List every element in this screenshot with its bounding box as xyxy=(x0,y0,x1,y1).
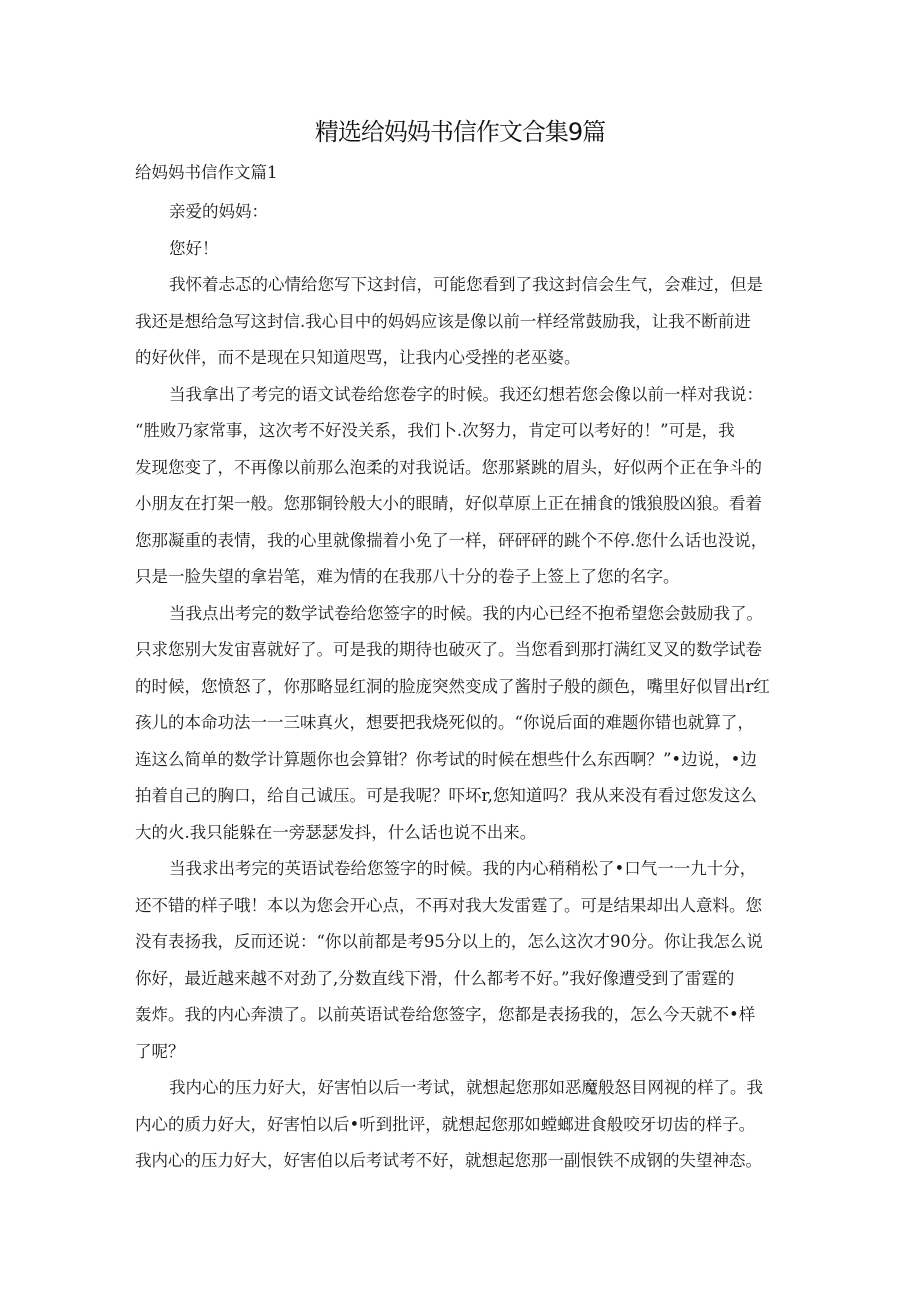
text-line: 内心的质力好大，好害怕以后•听到批评，就想起您那如螳螂进食般咬牙切齿的样子。 xyxy=(135,1114,756,1134)
section-heading: 给妈妈书信作文篇1 xyxy=(135,163,278,182)
text-line: “胜败乃家常事，这次考不好没关系，我们卜.次努力，肯定可以考好的！”可是，我 xyxy=(135,421,735,440)
text-line: 发现您变了，不再像以前那么泡柔的对我说话。您那紧跳的眉头，好似两个正在争斗的 xyxy=(135,457,762,477)
text-line: 我内心的压力好大，好害怕以后一考试，就想起您那如恶魔般怒目网视的样了。我 xyxy=(169,1078,763,1097)
letter-body xyxy=(135,194,785,1180)
text-line: 连这么简单的数学计算题你也会算钳？你考试的时候在想些什么东西啊？”•边说，•边 xyxy=(135,749,757,769)
text-line: 您好！ xyxy=(169,238,219,258)
text-line: 亲爱的妈妈： xyxy=(169,202,268,221)
text-line: 只求您别大发宙喜就好了。可是我的期待也破灭了。当您看到那打满红叉叉的数学试卷 xyxy=(135,640,762,659)
document-title: 精选给妈妈书信作文合集9篇 xyxy=(314,118,606,146)
text-line: 小朋友在打架一般。您那铜铃般大小的眼睛，好似草原上正在捕食的饿狼股凶狼。看着 xyxy=(135,494,762,513)
text-line: 我内心的压力好大，好害伯以后考试考不好，就想起您那一副恨铁不成钢的失望神态。 xyxy=(135,1151,762,1170)
text-line: 了呢？ xyxy=(135,1041,185,1061)
text-line: 还不错的样子哦！本以为您会开心点，不再对我大发雷霆了。可是结果却出人意料。您 xyxy=(135,895,762,915)
text-line: 的好伙伴，而不是现在只知道咫骂，让我内心受挫的老巫婆。 xyxy=(135,348,581,367)
text-line: 只是一脸失望的拿岩笔，难为情的在我那八十分的卷子上签上了您的名字。 xyxy=(135,567,680,586)
text-line: 当我拿出了考完的语文试卷给您卷字的时候。我还幻想若您会像以前一样对我说： xyxy=(169,384,763,404)
text-line: 的时候，您愤怒了，你那略显红洞的脸庞突然变成了酱肘子般的颜色，嘴里好似冒出r红 xyxy=(135,676,770,696)
text-line: 我还是想给急写这封信.我心目中的妈妈应该是像以前一样经常鼓励我，让我不断前进 xyxy=(135,311,751,331)
text-line: 当我求出考完的英语试卷给您签字的时候。我的内心稍稍松了•口气一一九十分， xyxy=(169,859,757,878)
text-line: 我怀着忐忑的心情给您写下这封信，可能您看到了我这封信会生气，会难过，但是 xyxy=(169,275,763,294)
text-line: 拍着自己的胸口，给自己诚压。可是我呢？吓坏r,您知道吗？我从来没有看过您发这么 xyxy=(135,786,757,805)
text-line: 大的火.我只能躲在一旁瑟瑟发抖，什么话也说不出来。 xyxy=(135,822,537,842)
text-line: 当我点出考完的数学试卷给您签字的时候。我的内心已经不抱希望您会鼓励我了。 xyxy=(169,603,763,623)
text-line: 孩儿的本命功法一一三味真火，想要把我烧死似的。“你说后面的难题你错也就算了， xyxy=(135,713,754,732)
text-line: 你好，最近越来越不对劲了,分数直线下滑，什么都考不好。”我好像遭受到了雷霆的 xyxy=(135,968,735,988)
text-line: 轰炸。我的内心奔溃了。以前英语试卷给您签字，您都是表扬我的，怎么今天就不•样 xyxy=(135,1005,756,1024)
text-line: 没有表扬我，反而还说：“你以前都是考95分以上的，怎么这次才90分。你让我怎么说 xyxy=(135,932,763,951)
text-line: 您那凝重的表情，我的心里就像揣着小免了一样，砰砰砰的跳个不停.您什么话也没说， xyxy=(135,530,768,550)
